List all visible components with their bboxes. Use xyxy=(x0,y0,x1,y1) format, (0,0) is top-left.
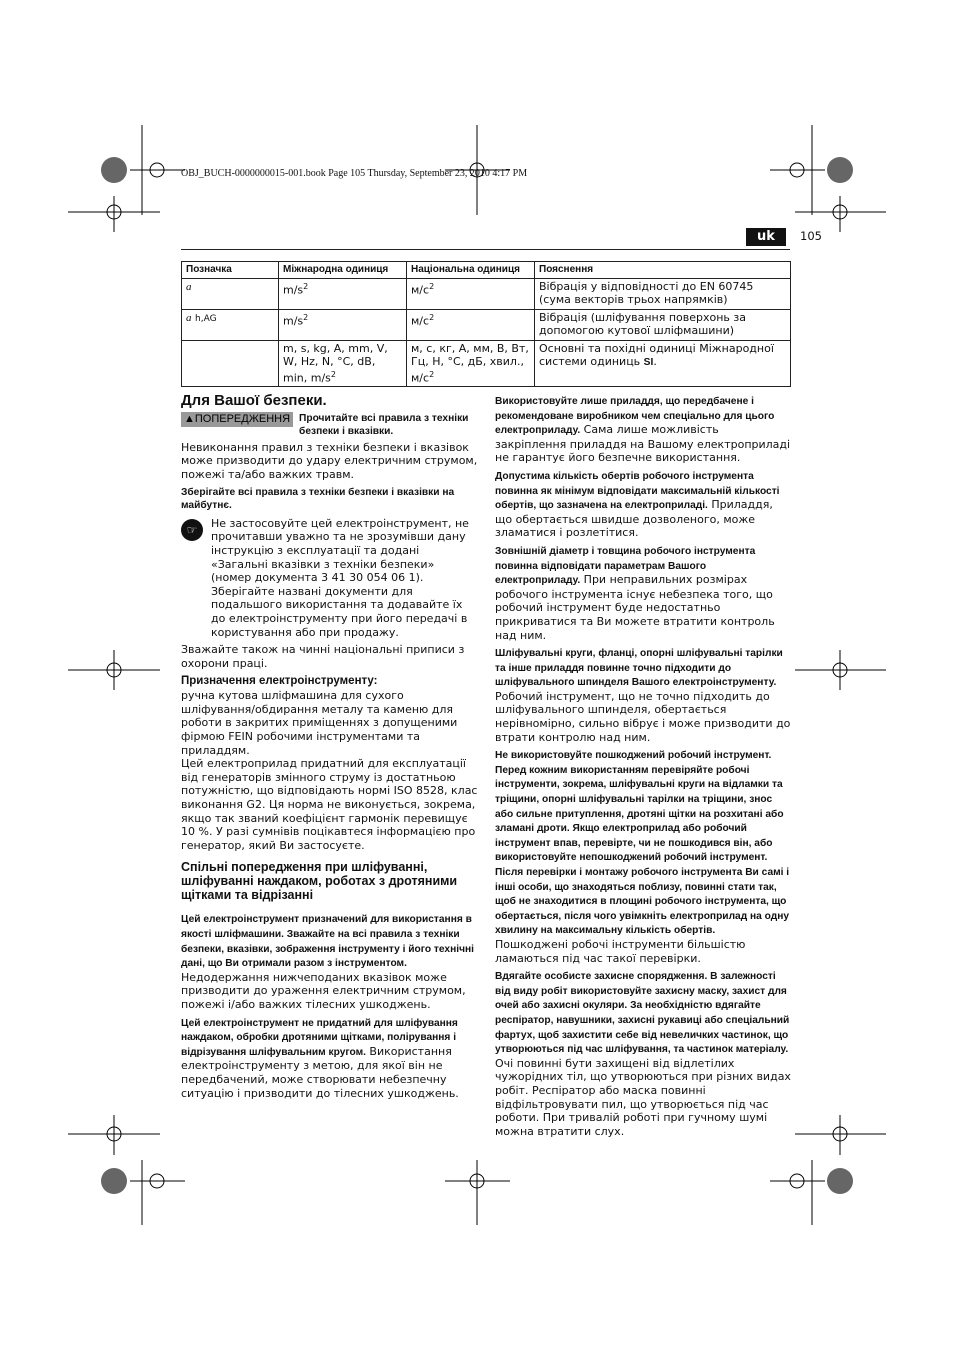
paragraph xyxy=(495,544,791,642)
intl-unit-sup: 2 xyxy=(303,313,309,322)
subsection-title: Призначення електроінструменту: xyxy=(181,675,378,688)
nat-unit-sup: 2 xyxy=(429,370,435,379)
table-header-cell: Пояснення xyxy=(535,262,791,279)
table-row xyxy=(182,310,791,341)
paragraph-rest: Використання електроінструменту з метою, для якої він не передбачений, може створювати небезпечну ситуацію і призводити до тілесних ушкоджень. xyxy=(181,1044,459,1100)
paragraph: ручна кутова шліфмашина для сухого шліфування/обдирання металу та каменю для роботи в закритих приміщеннях з допущеними фірмою FEIN робочими інструментами та приладдям. xyxy=(181,689,458,757)
symbol-cell xyxy=(182,341,279,387)
nat-unit-cell xyxy=(407,310,535,341)
subsection-title: Спільні попередження при шліфуванні, шліфуванні наждаком, роботах з дротяними щітками та відрізанні xyxy=(181,860,458,903)
nat-unit-sup: 2 xyxy=(429,282,435,291)
nat-unit: м, с, кг, А, мм, В, Вт, Гц, Н, °C, дБ, хвил., м/с xyxy=(411,342,529,385)
page-number: 105 xyxy=(800,229,822,243)
symbol-cell xyxy=(182,279,279,310)
explanation-cell: Вібрація у відповідності до EN 60745 (сума векторів трьох напрямків) xyxy=(535,279,791,310)
section-title: Для Вашої безпеки. xyxy=(181,392,327,409)
warning-badge xyxy=(181,412,293,428)
explanation-si: SI xyxy=(643,357,654,368)
paragraph: Невиконання правил з техніки безпеки і вказівок може призводити до удару електричним струмом, пожежі та/або важких травм. xyxy=(181,440,478,481)
table-row xyxy=(182,341,791,387)
explanation-cell xyxy=(535,341,791,387)
paragraph-bold-part: Зовнішній діаметр і товщина робочого інструмента повинна відповідати параметрам Вашого електроприладу. xyxy=(495,545,756,587)
symbol: a xyxy=(186,281,192,293)
table-header-cell: Національна одиниця xyxy=(407,262,535,279)
table-header-cell: Позначка xyxy=(182,262,279,279)
explanation-text: Основні та похідні одиниці Міжнародної системи одиниць xyxy=(539,342,774,368)
read-manual-icon: ☞ xyxy=(181,519,203,541)
paragraph-bold-part: Цей електроінструмент не придатний для шліфування наждаком, обробки дротяними щітками, полірування і відрізування шліфувальним кругом. xyxy=(181,1017,458,1058)
symbol-cell xyxy=(182,310,279,341)
paragraph-rest: Робочий інструмент, що не точно підходить до шліфувального шпинделя, обертається нерівномірно, сильно вібрує і може призводити до втрати контролю над ним. xyxy=(495,689,791,744)
explanation-end: . xyxy=(653,355,657,368)
intl-unit-cell xyxy=(279,310,407,341)
table-header-row xyxy=(182,262,791,279)
units-table xyxy=(181,261,791,387)
paragraph: Не застосовуйте цей електроінструмент, не прочитавши уважно та не зрозумівши дану інструкцію з експлуатації та додані «Загальні вказівки з техніки безпеки» (номер документа 3 41 30 054 06 1). Зберігайте названі документи для подальшого використання та додавайте їх до електроінструменту при його передачі в користування або при продажу. xyxy=(211,516,469,639)
intl-unit-sup: 2 xyxy=(303,282,309,291)
paragraph-rest: Приладдя, що обертається швидше дозволеного, може зламатися і розлетітися. xyxy=(495,498,773,540)
paragraph xyxy=(495,969,791,1138)
nat-unit: м/с xyxy=(411,314,430,328)
nat-unit: м/с xyxy=(411,283,430,297)
warning-label: ПОПЕРЕДЖЕННЯ xyxy=(194,412,291,425)
table-header-cell: Міжнародна одиниця xyxy=(279,262,407,279)
paragraph-rest: Пошкоджені робочі інструменти більшістю ламаються під час такої перевірки. xyxy=(495,937,746,965)
instruction-note xyxy=(181,517,478,643)
intl-unit: m/s xyxy=(283,314,304,328)
paragraph: Цей електроприлад придатний для експлуатації від генераторів змінного струму із достатньою потужністю, що відповідають нормі ISO 8528, клас виконання G2. Ця норма не виконується, зокрема, якщо так званий коефіцієнт гармонік перевищує 10 %. У разі сумнівів поцікавтеся інформацією про генератор, який Ви застосуєте. xyxy=(181,757,478,852)
paragraph-bold-part: Не використовуйте пошкоджений робочий інструмент. Перед кожним використанням перевіряйте робочі інструменти, зокрема, шліфувальні круги на відламки та тріщини, опорні шліфувальні тарілки на тріщини, знос або сильне притуплення, дротяні щітки на розхитані або зламані дроти. Якщо електроприлад або робочий інструмент впав, перевірте, чи не пошкодився він, або використовуйте непошкоджений робочий інструмент. Після перевірки і монтажу робочого інструмента Ви самі і інші особи, що знаходяться поблизу, повинні стати так, щоб не знаходитися в площині робочого інструмента, що обертається, після чого увімкніть електроприлад на одну хвилину на максимальну кількість обертів. xyxy=(495,750,790,937)
intl-unit-cell xyxy=(279,279,407,310)
explanation-cell: Вібрація (шліфування поверхонь за допомогою кутової шліфмашини) xyxy=(535,310,791,341)
paragraph-bold-part: Шліфувальні круги, фланці, опорні шліфувальні тарілки та інше приладдя повинне точно підходити до шліфувального шпинделя Вашого електроінструменту. xyxy=(495,648,783,689)
paragraph xyxy=(495,394,791,465)
intl-unit: m/s xyxy=(283,283,304,297)
paragraph: Зважайте також на чинні національні приписи з охорони праці. xyxy=(181,643,465,670)
paragraph-rest: Сама лише можливість закріплення приладдя на Вашому електроприладі не гарантує його безпечне використання. xyxy=(495,423,791,465)
file-header: OBJ_BUCH-0000000015-001.book Page 105 Thursday, September 23, 2010 4:17 PM xyxy=(181,168,528,179)
paragraph-bold-part: Використовуйте лише приладдя, що передбачене і рекомендоване виробником чем спеціально для цього електроприладу. xyxy=(495,396,775,437)
warning-text: Прочитайте всі правила з техніки безпеки і вказівки. xyxy=(299,412,469,438)
intl-unit: m, s, kg, A, mm, V, W, Hz, N, °C, dB, min, m/s xyxy=(283,342,388,385)
paragraph xyxy=(495,646,791,744)
paragraph xyxy=(495,748,791,965)
paragraph-bold: Зберігайте всі правила з техніки безпеки і вказівки на майбутнє. xyxy=(181,486,455,512)
paragraph-rest: При неправильних розмірах робочого інструмента існує небезпека того, що робочий інструмент буде недостатньо прикриватися та Ви можете втратити контроль над ним. xyxy=(495,573,775,642)
paragraph-bold-part: Вдягайте особисте захисне спорядження. В залежності від виду робіт використовуйте захисну маску, захист для очей або захисні окуляри. За необхідністю вдягайте респіратор, навушники, захисні рукавиці або спеціальний фартух, щоб захистити себе від невеличких частинок, що утворюються під час шліфування, та частинок матеріалу. xyxy=(495,971,790,1056)
nat-unit-cell xyxy=(407,279,535,310)
nat-unit-cell xyxy=(407,341,535,387)
symbol-subscript: h,AG xyxy=(195,314,217,324)
paragraph-rest: Очі повинні бути захищені від відлетілих чужорідних тіл, що утворюються при різних видах робіт. Респіратор або маска повинні відфільтровувати пил, що утворюється під час роботи. При тривалій роботі при гучному шумі можна втратити слух. xyxy=(495,1056,791,1138)
warning-row xyxy=(181,412,478,439)
paragraph-bold-part: Допустима кількість обертів робочого інструмента повинна як мінімум відповідати максимальній кількості обертів, що зазначена на електроприладі. xyxy=(495,470,780,512)
warning-triangle-icon: ▲ xyxy=(184,412,195,425)
left-column xyxy=(181,394,478,1104)
paragraph xyxy=(495,469,791,540)
nat-unit-sup: 2 xyxy=(429,313,435,322)
header-rule xyxy=(181,249,790,250)
paragraph-rest: Недодержання нижчеподаних вказівок може призводити до ураження електричним струмом, пожежі і/або важких тілесних ушкоджень. xyxy=(181,970,466,1011)
paragraph-bold-part: Цей електроінструмент призначений для використання в якості шліфмашини. Зважайте на всі правила з техніки безпеки, вказівки, зображення інструменту і його технічні дані, що Ви отримали разом з інструментом. xyxy=(181,914,474,970)
table-row xyxy=(182,279,791,310)
paragraph xyxy=(181,912,478,1011)
right-column xyxy=(495,394,791,1142)
language-badge: uk xyxy=(746,228,786,246)
paragraph xyxy=(181,1016,478,1101)
intl-unit-cell xyxy=(279,341,407,387)
intl-unit-sup: 2 xyxy=(330,370,336,379)
symbol: a xyxy=(186,312,192,324)
